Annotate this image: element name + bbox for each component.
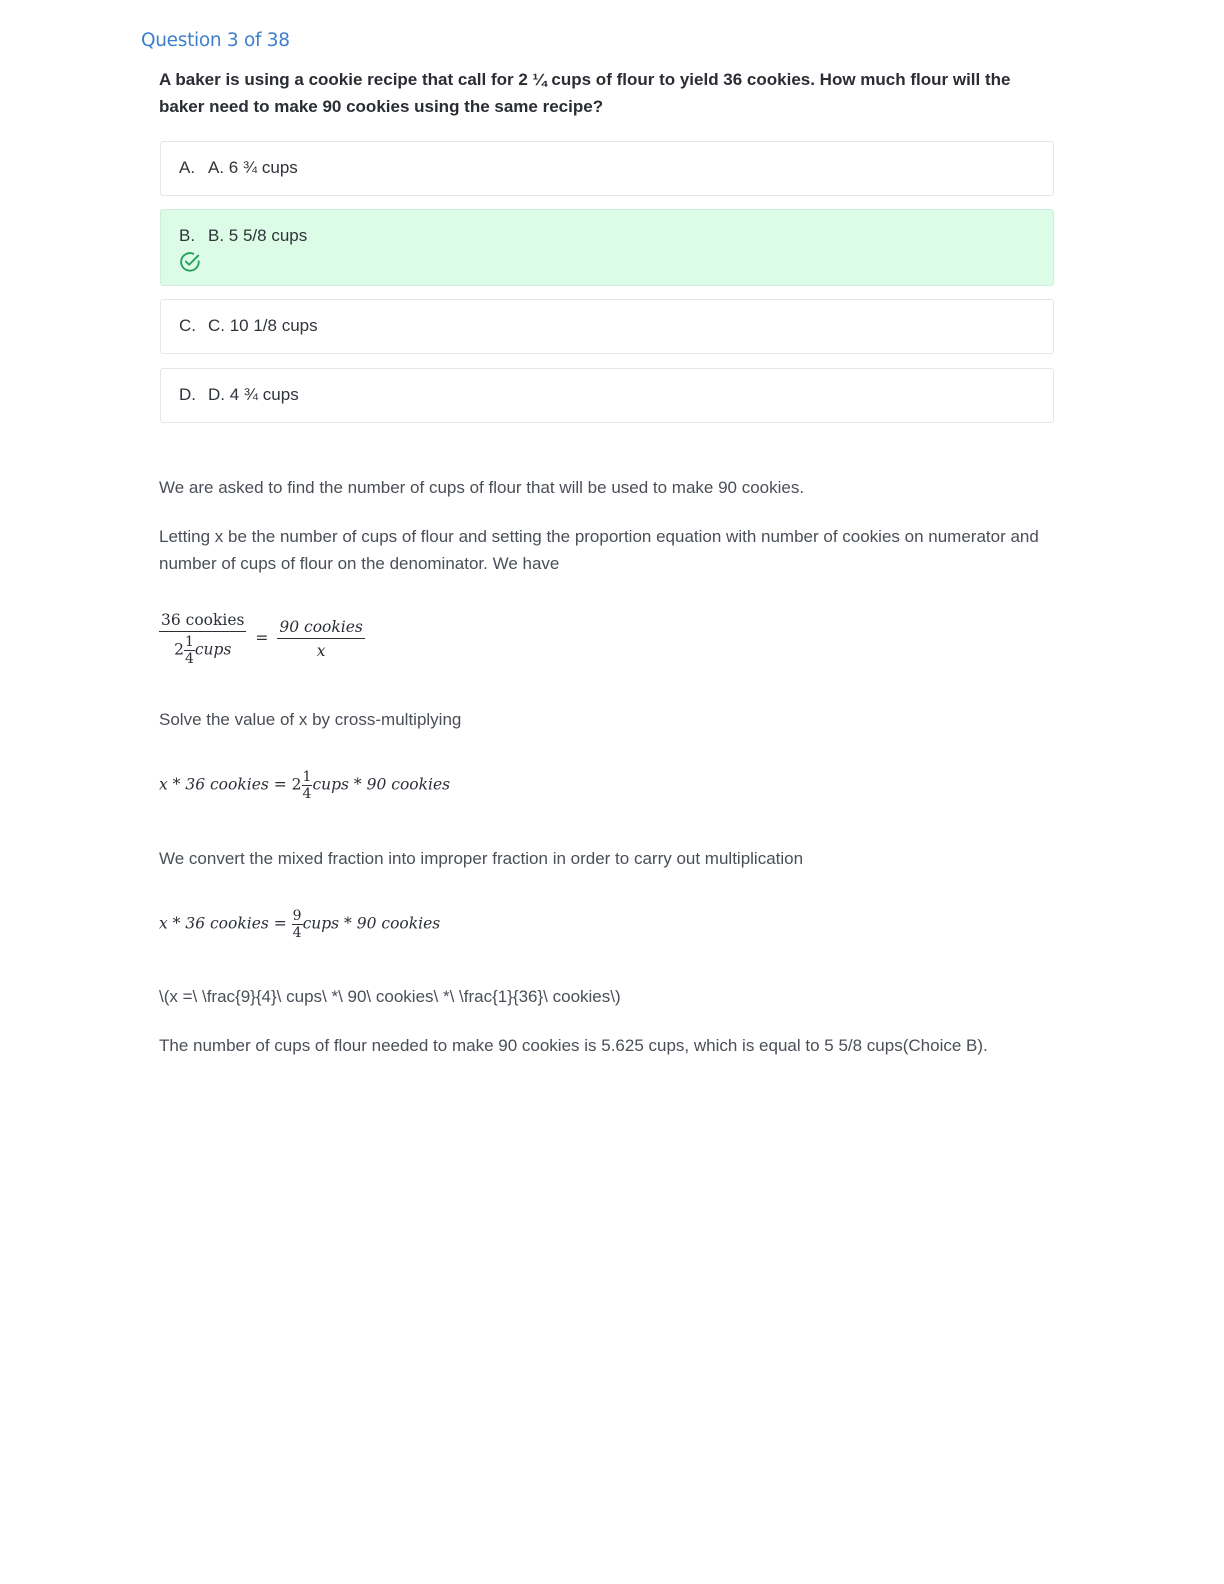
- explanation-paragraph-4: We convert the mixed fraction into improper fraction in order to carry out multiplication: [159, 849, 804, 868]
- left-denominator: 2 $\frac{1}{4}$ cups: [174, 634, 232, 667]
- answer-option-d[interactable]: [160, 368, 1054, 423]
- right-denominator: x: [316, 641, 326, 660]
- improper-fraction-equation: [159, 909, 440, 940]
- question-counter: Question 3 of 38: [141, 30, 290, 51]
- explanation-conclusion: The number of cups of flour needed to make 90 cookies is 5.625 cups, which is equal to 5 5/8 cups(Choice B).: [159, 1036, 988, 1055]
- mixed-whole: 2: [291, 775, 302, 794]
- answer-option-a[interactable]: [160, 141, 1054, 196]
- equation-rhs: cups * 90 cookies: [312, 775, 451, 794]
- answer-option-c[interactable]: [160, 299, 1054, 354]
- left-fraction: [159, 611, 246, 666]
- option-letter: A.: [179, 158, 196, 177]
- cross-multiply-equation: [159, 770, 450, 801]
- explanation-paragraph-3: Solve the value of x by cross-multiplying: [159, 710, 462, 729]
- explanation-latex-line: \(x =\ \frac{9}{4}\ cups\ *\ 90\ cookies\ *\ \frac{1}{36}\ cookies\): [159, 987, 621, 1006]
- mixed-fraction: $\frac{1}{4}$: [302, 769, 312, 802]
- equation-lhs: x * 36 cookies =: [159, 914, 287, 933]
- answer-option-b[interactable]: [160, 209, 1054, 286]
- right-numerator: 90 cookies: [277, 618, 364, 639]
- explanation-paragraph-2: Letting x be the number of cups of flour and setting the proportion equation with number of cookies on numerator and number of cups of flour on the denominator. We have: [159, 527, 1039, 573]
- equation-rhs: cups * 90 cookies: [302, 914, 441, 933]
- option-row: [179, 158, 298, 178]
- check-circle-icon: [179, 251, 201, 273]
- equals-sign: =: [255, 628, 269, 647]
- right-fraction: [277, 618, 364, 660]
- option-letter: D.: [179, 385, 196, 404]
- option-letter: B.: [179, 226, 196, 245]
- option-row: [179, 226, 307, 246]
- proportion-equation: [159, 611, 365, 666]
- equation-lhs: x * 36 cookies =: [159, 775, 287, 794]
- option-row: [179, 316, 318, 336]
- option-row: [179, 385, 299, 405]
- explanation-paragraph-1: We are asked to find the number of cups of flour that will be used to make 90 cookies.: [159, 478, 805, 497]
- option-letter: C.: [179, 316, 196, 335]
- option-label: B. 5 5/8 cups: [208, 226, 308, 245]
- option-label: D. 4 ¾ cups: [208, 385, 299, 404]
- improper-fraction: $\frac{9}{4}$: [292, 908, 302, 941]
- question-text: A baker is using a cookie recipe that call for 2 ¼ cups of flour to yield 36 cookies. How much flour will the baker need to make 90 cookies using the same recipe?: [159, 70, 1011, 116]
- option-label: C. 10 1/8 cups: [208, 316, 318, 335]
- option-label: A. 6 ¾ cups: [208, 158, 298, 177]
- left-numerator: 36 cookies: [159, 611, 246, 632]
